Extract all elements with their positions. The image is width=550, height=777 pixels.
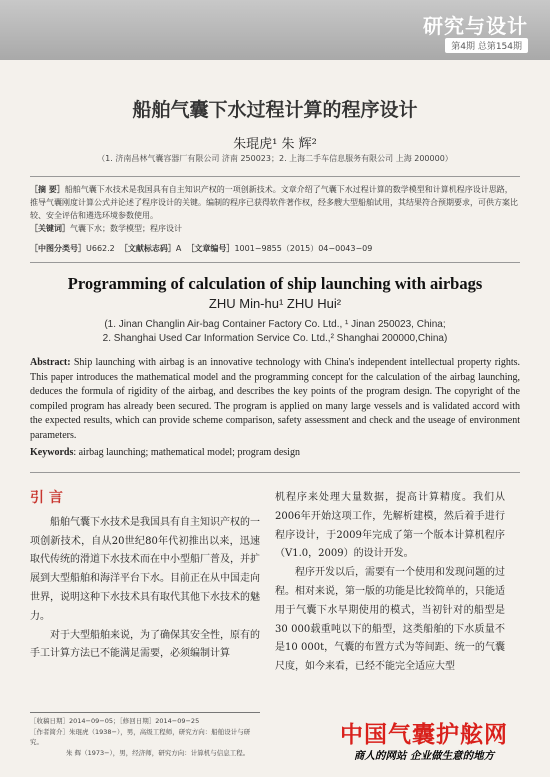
body-column-right [275, 489, 505, 677]
body-paragraph: 对于大型船舶来说，为了确保其安全性，原有的手工计算方法已不能满足需要，必须编制计算 [30, 629, 260, 660]
affiliation-en-line: (1. Jinan Changlin Air-bag Container Factory Co. Ltd., ¹ Jinan 250023, China; [104, 319, 446, 330]
keywords-en-text: : airbag launching; mathematical model; program design [73, 447, 300, 458]
divider [30, 472, 520, 473]
abstract-en-label: Abstract: [30, 357, 71, 368]
affiliation-en-line: 2. Shanghai Used Car Information Service Co. Ltd.,² Shanghai 200000,China) [102, 333, 448, 344]
abstract-cn-label: ［摘 要］ [30, 185, 65, 194]
paper-title-en: Programming of calculation of ship launching with airbags [67, 274, 483, 293]
abstract-en [30, 356, 520, 444]
issue-tag: 第4期 总第154期 [445, 38, 528, 53]
affiliations-cn: （1. 济南昌林气囊容器厂有限公司 济南 250023；2. 上海二手车信息服务有限公司 上海 200000） [97, 154, 453, 163]
authors-cn: 朱琨虎¹ 朱 辉² [233, 137, 317, 152]
affiliations-en [0, 318, 550, 346]
body-column-left [30, 489, 260, 664]
doc-code-label: ［文献标志码］ [119, 244, 176, 253]
keywords-cn [30, 223, 520, 234]
section-title: 研究与设计 [423, 14, 528, 38]
keywords-en-label: Keywords [30, 447, 74, 458]
keywords-cn-text: 气囊下水；数学模型；程序设计 [70, 224, 182, 233]
abstract-cn [30, 183, 520, 222]
article-id-label: ［文章编号］ [186, 244, 235, 253]
watermark-subtitle: 商人的网站 企业做生意的地方 [353, 750, 495, 762]
footnote-author: 朱 辉（1973−），男，经济师，研究方向：计算机与信息工程。 [66, 748, 250, 757]
body-paragraph: 程序开发以后，需要有一个使用和发现问题的过程。相对来说，第一版的功能是比较简单的，只能适用于气囊下水早期使用的模式，当初针对的船型是30 000载重吨以下的船型，这类船舶的下水质量不是10 000t，气囊的布置方式为等间距、统一的气囊尺度，如今来看，已经不能完全适应大型 [275, 567, 505, 673]
classification-cn [30, 243, 520, 254]
watermark-title: 中国气囊护舷网 [340, 722, 508, 748]
abstract-en-text: Ship launching with airbag is an innovative technology with China's independent intellectual property rights. This paper introduces the mathematical model and the programming concept for the calculation of the airbag launching, deduces the formula of rigidity of the airbag, and describes the key points of the program design. The copyright of the compiled program has already been secured. The program is applied on many large vessels and is validated accord with the expected results, which can provide scheme comparison, safety assessment and check and the useage of environment parameters. [30, 357, 520, 441]
footnote-received: ［收稿日期］2014−09−05；［修回日期］2014−09−25 [30, 717, 200, 725]
article-id-value: 1001−9855（2015）04−0043−09 [234, 244, 373, 253]
divider [30, 262, 520, 263]
body-paragraph: 机程序来处理大量数据，提高计算精度。我们从2006年开始这项工作，先解析建模，然后着手进行程序设计，于2009年完成了第一个版本计算机程序（V1.0，2009）的设计开发。 [275, 492, 505, 560]
doc-code-value: A [175, 244, 182, 253]
divider [30, 176, 520, 177]
clc-label: ［中图分类号］ [30, 244, 86, 253]
clc-value: U662.2 [86, 244, 115, 253]
footnote [30, 712, 260, 758]
keywords-cn-label: ［关键词］ [30, 224, 70, 233]
keywords-en [30, 447, 520, 458]
body-paragraph: 船舶气囊下水技术是我国具有自主知识产权的一项创新技术，自从20世纪80年代初推出以来，迅速取代传统的滑道下水技术而在中小型船厂普及，并扩展到大型船舶和海洋平台下水。目前正在从中国走向世界，说明这种下水技术具有取代其他下水技术的魅力。 [30, 516, 260, 622]
paper-title-cn: 船舶气囊下水过程计算的程序设计 [132, 99, 418, 121]
section-heading: 引 言 [30, 490, 63, 506]
footnote-author: ［作者简介］朱琨虎（1938−），男，高级工程师，研究方向：船舶设计与研究。 [30, 727, 251, 746]
authors-en: ZHU Min-hu¹ ZHU Hui² [208, 296, 342, 311]
abstract-cn-text: 船舶气囊下水技术是我国具有自主知识产权的一项创新技术。文章介绍了气囊下水过程计算的数学模型和计算机程序设计思路，推导气囊刚度计算公式并论述了程序设计的关键。编制的程序已获得软件著作权，经多艘大型船舶试用，其结果符合预期要求，可供方案比较、安全评估和遴选环境参数使用。 [30, 185, 518, 220]
